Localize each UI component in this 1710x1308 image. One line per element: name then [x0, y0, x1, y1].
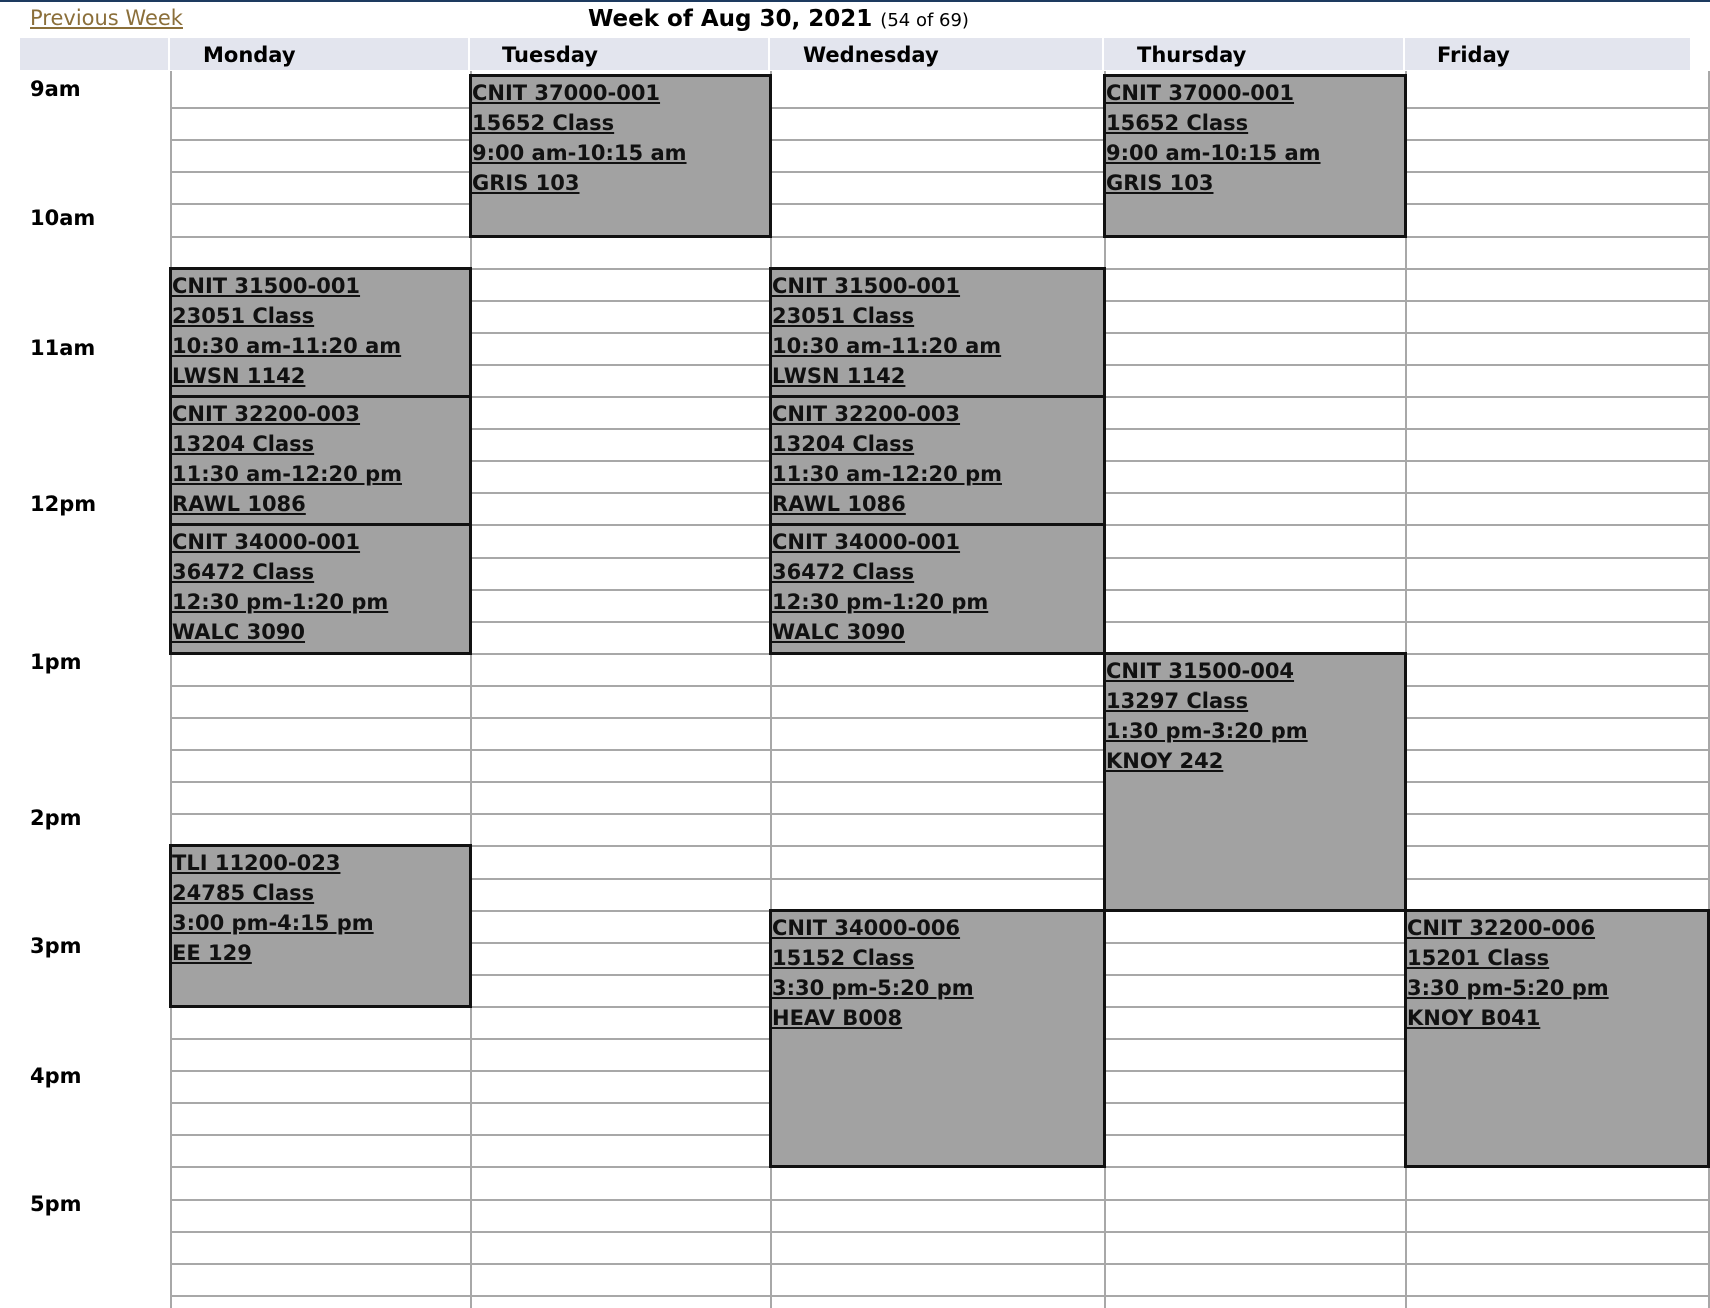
event-course[interactable]: CNIT 34000-001 [172, 530, 361, 554]
event-time[interactable]: 11:30 am-12:20 pm [172, 462, 402, 486]
event-time[interactable]: 12:30 pm-1:20 pm [172, 590, 389, 614]
class-event-monday[interactable] [169, 523, 472, 655]
event-course[interactable]: CNIT 31500-001 [172, 274, 361, 298]
event-room[interactable]: RAWL 1086 [772, 492, 906, 516]
slot-line [172, 236, 1708, 238]
event-room[interactable]: LWSN 1142 [772, 364, 906, 388]
day-header [1104, 38, 1403, 70]
event-crn[interactable]: 15201 Class [1407, 946, 1550, 970]
day-label-friday: Friday [1437, 43, 1510, 67]
class-event-monday[interactable] [169, 395, 472, 526]
event-course[interactable]: CNIT 32200-006 [1407, 916, 1596, 940]
event-room[interactable]: WALC 3090 [172, 620, 306, 644]
header-corner [20, 38, 168, 70]
event-time[interactable]: 3:30 pm-5:20 pm [1407, 976, 1609, 1000]
event-room[interactable]: KNOY B041 [1407, 1006, 1541, 1030]
event-room[interactable]: KNOY 242 [1106, 749, 1224, 773]
event-time[interactable]: 10:30 am-11:20 am [772, 334, 1002, 358]
event-room[interactable]: LWSN 1142 [172, 364, 306, 388]
event-room[interactable]: GRIS 103 [472, 171, 580, 195]
class-event-monday[interactable] [169, 844, 472, 1008]
class-event-monday[interactable] [169, 267, 472, 398]
slot-line [172, 203, 1708, 205]
event-room[interactable]: EE 129 [172, 941, 252, 965]
week-title [588, 6, 969, 32]
hour-label-2pm: 2pm [30, 806, 82, 830]
week-counter: (54 of 69) [880, 10, 969, 31]
event-room[interactable]: WALC 3090 [772, 620, 906, 644]
day-label-monday: Monday [203, 43, 296, 67]
event-course[interactable]: CNIT 32200-003 [772, 402, 961, 426]
class-event-tuesday[interactable] [469, 74, 772, 238]
event-time[interactable]: 3:30 pm-5:20 pm [772, 976, 974, 1000]
class-event-wednesday[interactable] [769, 523, 1106, 655]
event-course[interactable]: CNIT 31500-001 [772, 274, 961, 298]
event-crn[interactable]: 23051 Class [172, 304, 315, 328]
day-label-thursday: Thursday [1137, 43, 1247, 67]
hour-label-3pm: 3pm [30, 934, 82, 958]
column-divider [470, 71, 472, 1308]
day-header-row [20, 38, 1710, 70]
hour-label-10am: 10am [30, 206, 96, 230]
event-crn[interactable]: 13204 Class [172, 432, 315, 456]
event-crn[interactable]: 13204 Class [772, 432, 915, 456]
slot-line [172, 1199, 1708, 1201]
hour-label-11am: 11am [30, 336, 96, 360]
hour-label-1pm: 1pm [30, 650, 82, 674]
event-time[interactable]: 9:00 am-10:15 am [472, 141, 687, 165]
class-event-friday[interactable] [1404, 909, 1710, 1168]
day-header [770, 38, 1102, 70]
column-divider [170, 71, 172, 1308]
slot-line [172, 1295, 1708, 1297]
event-course[interactable]: CNIT 34000-006 [772, 916, 961, 940]
day-header [170, 38, 468, 70]
top-border [0, 0, 1710, 2]
event-time[interactable]: 9:00 am-10:15 am [1106, 141, 1321, 165]
day-label-wednesday: Wednesday [803, 43, 939, 67]
hour-label-9am: 9am [30, 77, 81, 101]
slot-line [172, 139, 1708, 141]
event-room[interactable]: RAWL 1086 [172, 492, 306, 516]
event-crn[interactable]: 24785 Class [172, 881, 315, 905]
slot-line [172, 813, 1708, 815]
event-crn[interactable]: 15652 Class [1106, 111, 1249, 135]
event-time[interactable]: 11:30 am-12:20 pm [772, 462, 1002, 486]
week-title-text: Week of Aug 30, 2021 [588, 6, 873, 32]
day-header [1405, 38, 1690, 70]
event-time[interactable]: 1:30 pm-3:20 pm [1106, 719, 1308, 743]
event-course[interactable]: CNIT 37000-001 [1106, 81, 1295, 105]
event-room[interactable]: GRIS 103 [1106, 171, 1214, 195]
event-time[interactable]: 10:30 am-11:20 am [172, 334, 402, 358]
slot-line [172, 685, 1708, 687]
slot-line [172, 781, 1708, 783]
slot-line [172, 107, 1708, 109]
hour-label-12pm: 12pm [30, 492, 97, 516]
event-course[interactable]: CNIT 37000-001 [472, 81, 661, 105]
class-event-wednesday[interactable] [769, 395, 1106, 526]
event-crn[interactable]: 36472 Class [772, 560, 915, 584]
day-header [470, 38, 768, 70]
event-crn[interactable]: 23051 Class [772, 304, 915, 328]
slot-line [172, 1263, 1708, 1265]
slot-line [172, 717, 1708, 719]
event-crn[interactable]: 36472 Class [172, 560, 315, 584]
event-course[interactable]: TLI 11200-023 [172, 851, 341, 875]
slot-line [172, 749, 1708, 751]
event-time[interactable]: 3:00 pm-4:15 pm [172, 911, 374, 935]
slot-line [172, 1231, 1708, 1233]
event-course[interactable]: CNIT 32200-003 [172, 402, 361, 426]
day-label-tuesday: Tuesday [502, 43, 598, 67]
event-course[interactable]: CNIT 31500-004 [1106, 659, 1295, 683]
class-event-wednesday[interactable] [769, 909, 1106, 1168]
event-crn[interactable]: 13297 Class [1106, 689, 1249, 713]
hour-label-5pm: 5pm [30, 1192, 82, 1216]
event-crn[interactable]: 15152 Class [772, 946, 915, 970]
event-time[interactable]: 12:30 pm-1:20 pm [772, 590, 989, 614]
event-crn[interactable]: 15652 Class [472, 111, 615, 135]
class-event-thursday[interactable] [1103, 652, 1407, 912]
event-course[interactable]: CNIT 34000-001 [772, 530, 961, 554]
class-event-wednesday[interactable] [769, 267, 1106, 398]
previous-week-link[interactable]: Previous Week [30, 6, 183, 30]
class-event-thursday[interactable] [1103, 74, 1407, 238]
event-room[interactable]: HEAV B008 [772, 1006, 903, 1030]
slot-line [172, 171, 1708, 173]
hour-label-4pm: 4pm [30, 1064, 82, 1088]
